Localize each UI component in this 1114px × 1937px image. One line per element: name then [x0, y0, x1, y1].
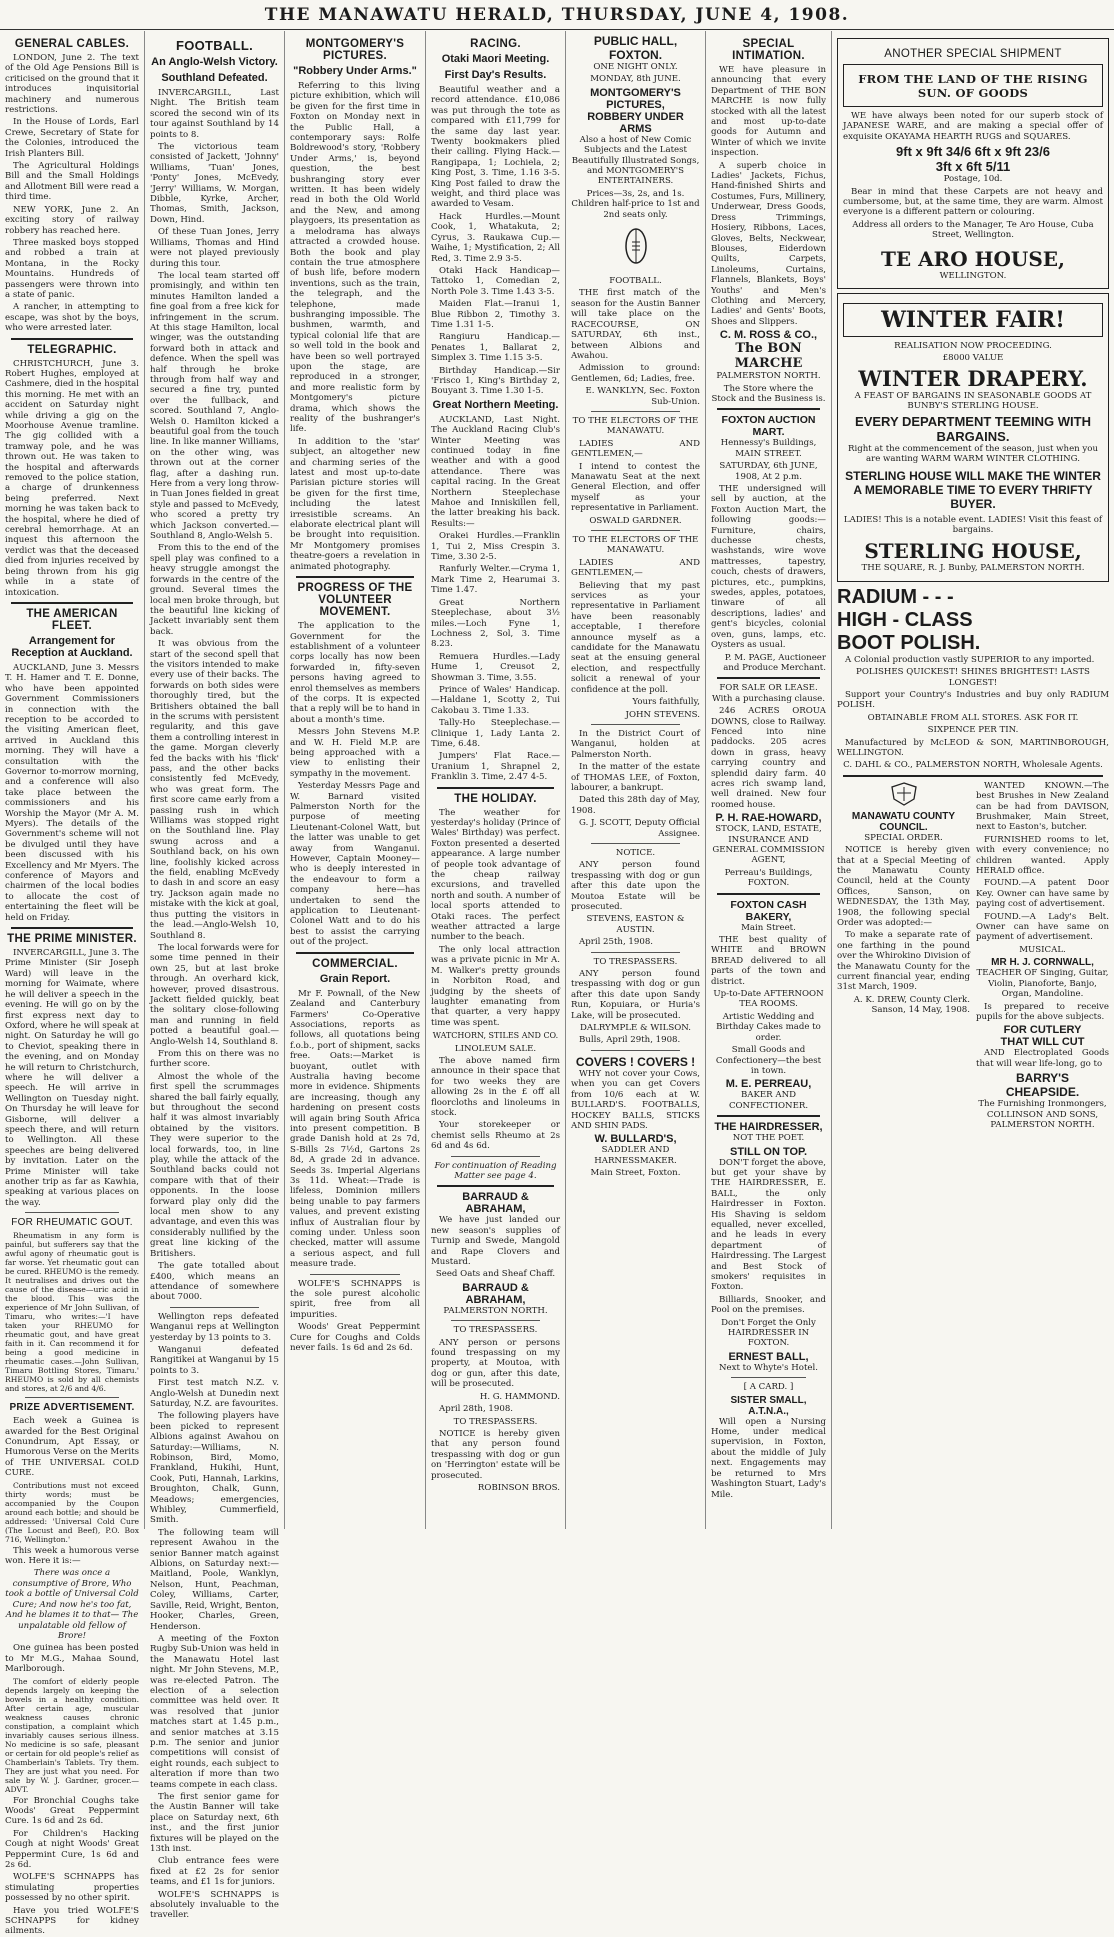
advert-heading: FOR SALE OR LEASE. With a purchasing clause. [712, 683, 825, 704]
advert-text: A superb choice in Ladies' Jackets, Fichus, Hand-finished Shirts and Costumes, Furs, Millinery, Underwear, Dress Goods, Dress Trimmings, Hosiery, Ribbons, Laces, Gloves, Belts, Neckwear, Blouses, Eiderdown Quilts, Carpets, Linoleums, Curtains, Flannels, Blankets, Boys' Youths' and Men's Clothing and Mercery, Ladies' and Gents' Boots, Shoes and Slippers. [711, 160, 826, 327]
classified-ad: FOUND.—A patent Door Key. Owner can have same by paying cost of advertisement. [976, 878, 1109, 910]
article-text: The first senior game for the Austin Banner will take place on Saturday next, 6th inst., and the first junior fixtures will be played on the 13th inst. [150, 1792, 279, 1855]
article-text: Ranfurly Welter.—Cryma 1, Mark Time 2, Hearumai 3. Time 1.47. [431, 564, 560, 596]
article-text: Messrs John Stevens M.P. and W. H. Field M.P. are being approached with a view to enlisting their sympathy in the movement. [290, 727, 420, 779]
legal-notice-text: G. J. SCOTT, Deputy Official Assignee. [579, 818, 700, 839]
article-text: In addition to the 'star' subject, an altogether new and charming series of the latest and most up-to-date Parisian picture stories will be given for the first time, including the latest irresistible screams. An elaborate electrical plant will be brought into requisition. Mr Montgomery promises theatre-goers a revelation in animated photography. [290, 436, 420, 572]
masthead [0, 0, 1114, 30]
advert-text: PALMERSTON NORTH. [443, 1305, 548, 1316]
advert-radium-title: HIGH - CLASS [837, 608, 973, 631]
advert-text: TEACHER OF Singing, Guitar, Violin, Pianoforte, Banjo, Organ, Mandoline. [976, 968, 1109, 1000]
headline-football: FOOTBALL. [175, 38, 254, 53]
advert-text: PALMERSTON NORTH. [716, 371, 821, 382]
advert-text: E. WANKLYN, Sec. Foxton Sub-Union. [585, 386, 700, 407]
divider [451, 1156, 540, 1157]
advert-barrys: BARRY'S [1015, 1071, 1070, 1086]
advert-text: Perreau's Buildings, FOXTON. [724, 867, 813, 889]
subheadline: Southland Defeated. [161, 72, 268, 84]
article-text: Great Northern Steeplechase, about 3½ miles.—Loch Fyne 1, Lochness 2, Sol, 3. Time 8.23. [431, 597, 560, 650]
advert-text: WOLFE'S SCHNAPPS is the sole purest alcoholic spirit, free from all impurities. [290, 1278, 420, 1320]
advert-name: WATCHORN, STILES AND CO. [432, 1031, 559, 1041]
divider [11, 338, 133, 340]
article-text: Wellington reps defeated Wanganui reps at Wellington yesterday by 13 points to 3. [150, 1311, 279, 1343]
advert-heading: STERLING HOUSE WILL MAKE THE WINTER A MEMORABLE TIME TO EVERY THRIFTY BUYER. [845, 468, 1101, 511]
advert-text: ANY person found trespassing with dog or gun after this date upon the Moutoa Estate will be prosecuted. [571, 860, 700, 912]
article-text: Otaki Hack Handicap—Tattoko 1, Comedian 2, North Pole 3. Time 1.43 3-5. [431, 265, 560, 297]
subheadline: An Anglo-Welsh Victory. [151, 56, 278, 68]
article-text: AUCKLAND, June 3. Messrs T. H. Hamer and T. E. Donne, who have been appointed Government Commissioners in connection with the reception to be accorded to the visiting American fleet, arrived in Auckland this morning. They will have a consultation with the Governor to-morrow morning, and a conference will also take place between the commissioners and his Worship the Mayor (Mr A. M. Myers). The details of the Government's scheme will not be divulged until they have been discussed with his Excellency and Mr Myers. The conference of Mayors and chairmen of the local bodies to allocate the cost of entertaining the fleet will be held on Friday. [5, 662, 139, 923]
advert-bullards: W. BULLARD'S, [594, 1133, 677, 1146]
article-text: The gate totalled about £400, which means an attendance of somewhere about 7000. [150, 1261, 279, 1303]
advert-text: Manufactured by McLEOD & SON, MARTINBOROUGH, WELLINGTON. [837, 737, 1109, 758]
advert-text: WE have pleasure in announcing that every Department of THE BON MARCHE is now fully stocked with all the latest and most up-to-date goods for Autumn and Winter of which we invite inspection. [711, 65, 826, 159]
divider [11, 927, 133, 929]
advert-text: Will open a Nursing Home, under medical supervision, in Foxton, about the middle of July next. Engagements may be returned to Mrs Washington Stuart, Lady's Mile. [711, 1416, 826, 1500]
article-text: The application to the Government for the establishment of a volunteer corps locally has now been forwarded in, fifty-seven persons having agreed to enrol themselves as members of the corps. It is expected that a reply will be to hand in about a month's time. [290, 621, 420, 725]
divider [717, 408, 820, 410]
advert-council: MANAWATU COUNTY COUNCIL. [851, 810, 956, 833]
advert-text: 246 ACRES OROUA DOWNS, close to Railway. Fenced into nine paddocks. 205 acres down in grass, heavy carrying country and splendid dairy farm. 40 acres rich swamp land, well drained. New four roomed house. [711, 706, 826, 810]
headline-telegraphic: TELEGRAPHIC. [27, 343, 117, 356]
advert-radium-title: RADIUM - - - [837, 585, 954, 608]
column-2 [145, 31, 285, 1921]
headline-general-cables: GENERAL CABLES. [14, 38, 130, 50]
advert-text: Support your Country's Industries and buy only RADIUM POLISH. [837, 689, 1109, 711]
advert-text: Rheumatism in any form is painful, but sufferers say that the awful agony of rheumatic gout is far worse. Yet rheumatic gout can be cured. RHEUMO is the remedy. It neutralises and drives out the cause of the disease—uric acid in the blood. This was the experience of Mr John Sullivan, of Timaru, who writes:—'I have taken your RHEUMO for rheumatic gout, and have great faith in it. Can recommend it for being a good medicine in rheumatic cases.—John Sullivan, Timaru Bottling Stores, Timaru.' RHEUMO is sold by all chemists and stores, at 2/6 and 4/6. [5, 1231, 139, 1394]
advert-barraud-abraham: BARRAUD & ABRAHAM, [462, 1191, 529, 1216]
price-line: 3ft x 6ft 5/11 [935, 159, 1011, 175]
continuation-note: For continuation of Reading Matter see page 4. [434, 1160, 557, 1181]
divider [437, 1185, 554, 1187]
advert-bon-marche: The BON MARCHE [734, 341, 803, 372]
advert-text: POLISHES QUICKEST! SHINES BRIGHTEST! LASTS LONGEST! [856, 667, 1090, 688]
article-text: The Agricultural Holdings Bill and the Small Holdings and Allotment Bill were read a third time. [5, 161, 139, 203]
divider [451, 1320, 540, 1321]
advert-text: SATURDAY, 6th JUNE, 1908, At 2 p.m. [719, 461, 818, 482]
advert-special-intimation: SPECIAL INTIMATION. [732, 38, 805, 62]
advert-text: AND Electroplated Goods that will wear life-long, go to [976, 1048, 1109, 1069]
article-text: Referring to this living picture exhibition, which will be given for the first time in Foxton on Monday next in the Public Hall, a contemporary says: Rolfe Boldrewood's story, 'Robbery Under Arms,' is, beyond question, the best bushranging story ever written. It has been widely read in both the Old World and the New, and among playgoers, its presentation as a melodrama has always attracted a crowded house. Both the book and play contain the true atmosphere of bush life, before modern inventions, such as the train, the telegraph, and the telephone, made bushranging impossible. The bushmen, warmth, and typical colonial life that are so well told in the book and have been so well portrayed upon the stage, are reproduced in a stronger, and more realistic form by Montgomery's picture drama, which shows the reality of the bushranger's life. [290, 81, 420, 435]
article-text: Orakei Hurdles.—Franklin 1, Tui 2, Miss Crespin 3. Time, 3.30 2-5. [431, 531, 560, 563]
advert-text: One guinea has been posted to Mr M.G., Mahaa Sound, Marlborough. [5, 1643, 139, 1675]
advert-inner-box [843, 64, 1103, 107]
advert-text: To make a separate rate of one farthing in the pound over the Whirokino Division of the Manawatu County for the current financial year, ending 31st March, 1909. [837, 930, 970, 993]
advert-text: THE undersigned will sell by auction, at the Foxton Auction Mart, the following goods:— Furniture, chairs, duchesse chests, washstands, wire wove mattresses, tapestry, couch, chests of drawers, pictures, etc., pumpkins, swedes, apples, potatoes, tinware of all descriptions, ladies' and gent's bicycles, colonial oven, guns, lamps, etc. Oysters as usual. [711, 484, 826, 651]
headline-american-fleet: THE AMERICAN FLEET. [26, 607, 118, 632]
advert-text: Billiards, Snooker, and Pool on the premises. [711, 1294, 826, 1316]
advert-covers: COVERS ! COVERS ! [575, 1054, 696, 1069]
advert-text: ONE NIGHT ONLY. [593, 62, 678, 72]
advert-text: Each week a Guinea is awarded for the Best Original Conundrum, Apt Essay, or Humorous Verse on the Merits of THE UNIVERSAL COLD CURE. [5, 1416, 139, 1479]
advert-text: DON'T forget the above, but get your shave by THE HAIRDRESSER, E. BALL, the only Hairdresser in Foxton. His Shaving is seldom equalled, never excelled, and he leads in every department of Hairdressing. The Largest and Best Stock of smokers' requisites in Foxton. [711, 1157, 826, 1293]
advert-text: THE best quality of WHITE and BROWN BREAD delivered to all parts of the town and district. [711, 935, 826, 987]
advert-text: SADDLER AND HARNESSMAKER. [594, 1145, 677, 1166]
article-text: Beautiful weather and a record attendance. £10,086 was put through the tote as compared with £11,799 for the same day last year. Twenty bookmakers plied their calling. Flying Hack.—Rangipapa, 1; Lochiela, 2; King Post, 3. Time, 1.16 3-5. King Post failed to draw the weight, and third place was awarded to Vesam. [431, 85, 560, 210]
divider [591, 1050, 680, 1051]
advert-heading: TO TRESPASSERS. [453, 1416, 538, 1427]
advert-text: LADIES! This is a notable event. LADIES! Visit this feast of bargains. [843, 514, 1103, 535]
divider [731, 1377, 806, 1378]
advert-text: Your storekeeper or chemist sells Rheumo at 2s 6d and 4s 6d. [431, 1120, 560, 1152]
advert-te-aro-house [837, 38, 1109, 289]
article-text: The victorious team consisted of Jackett, 'Johnny' Williams, 'Tuan' Jones, 'Ponty' Jones, McEvedy, 'Jerry' Williams, W. Morgan, Dibble, Kyrke, Archer, Thomas, Smith, Jackson, Down, Hind. [150, 142, 279, 225]
article-text: It was obvious from the start of the second spell that the visitors intended to make every use of their backs. The forwards on both sides were thoroughly tired, but the Britishers obtained the ball in the scrums with persistent regularity, and this gave them a controlling interest in the game. Morgan cleverly fed the backs with his 'flick' pass, and the other backs consistently fed McEvedy, who was great form. The first score came early from a passing rush in which Williams was stopped right on the Southland line. Play swung across and a Southland back, on his own line, foolishly kicked across the field, enabling McEvedy to dash in and score an easy try. Jackson again made no mistake with the kick at goal, thus putting the visitors in the lead.—Anglo-Welsh 10, Southland 8. [150, 639, 279, 941]
advert-public-hall: PUBLIC HALL, FOXTON. [593, 34, 678, 62]
column-3 [285, 31, 426, 1529]
divider [717, 677, 820, 679]
divider [843, 775, 1103, 777]
advert-text: Next to Whyte's Hotel. [719, 1362, 818, 1373]
advert-text: Main Street. [741, 922, 796, 933]
subheadline: First Day's Results. [444, 69, 547, 81]
advert-text: Right at the commencement of the season, just when you are wanting WARM WARM WINTER CLOTHING. [847, 443, 1098, 465]
advert-text: Yours faithfully, [632, 697, 700, 708]
article-text: Almost the whole of the first spell the scrummages shared the ball fairly equally, but throughout the second half it was almost invariably obtained by the visitors. They were superior to the local forwards, too, in line play, while the attack of the Southland backs could not compare with that of their opponents. In the loose forward play only did the local men show to any advantage, and even this was considerably nullified by the great line kicking of the Britishers. [150, 1071, 279, 1259]
advert-signature: P. M. PAGE, Auctioneer and Produce Merchant. [723, 652, 826, 673]
advert-heading: STILL ON TOP. [729, 1145, 808, 1158]
advert-text: Also a host of New Comic Subjects and the Latest Beautifully Illustrated Songs, and MONTGOMERY'S ENTERTAINERS. [571, 134, 700, 187]
advert-text: ANY person found trespassing with dog or gun after this date upon Sandy Run, Kopuiara, or Huria's Lake, will be prosecuted. [571, 969, 700, 1021]
subheadline: Otaki Maori Meeting. [441, 53, 550, 65]
advert-winter-drapery: WINTER DRAPERY. [858, 365, 1088, 391]
divider [296, 576, 414, 578]
advert-sterling-house-title: STERLING HOUSE, [864, 539, 1082, 564]
article-text: INVERCARGILL, Last Night. The British team scored the second win of its tour against Southland by 14 points to 8. [150, 88, 279, 140]
article-text: Tally-Ho Steeplechase.—Clinique 1, Lady Lanta 2. Time, 6.48. [431, 718, 560, 749]
advert-text: Prices—3s, 2s, and 1s. Children half-price to 1st and 2nd seats only. [571, 188, 700, 220]
advert-text: OBTAINABLE FROM ALL STORES. ASK FOR IT. [867, 712, 1079, 723]
advert-text: For Children's Hacking Cough at night Woods' Great Peppermint Cure, 1s 6d and 2s 6d. [5, 1828, 139, 1870]
advert-heading: C. M. ROSS & CO., [719, 329, 818, 342]
article-text: Hack Hurdles.—Mount Cook, 1, Whatakuta, 2; Cyrus, 3. Raukawa Cup.—Waihe, 1; Mystification, 2; All Red, 3. Time 2.9 3-5. [431, 211, 560, 264]
newspaper-title: THE MANAWATU HERALD, THURSDAY, JUNE 4, 1908. [264, 5, 850, 25]
advert-text: LADIES AND GENTLEMEN,— [571, 438, 700, 460]
divider [11, 602, 133, 604]
advert-text: Up-to-Date AFTERNOON TEA ROOMS. [713, 989, 824, 1010]
subheadline: Arrangement for Reception at Auckland. [11, 634, 133, 659]
headline-holiday: THE HOLIDAY. [454, 792, 537, 805]
bottom-split [837, 781, 1109, 1133]
advert-sister-small: SISTER SMALL, A.T.N.A., [730, 1394, 807, 1417]
advert-text: A Colonial production vastly SUPERIOR to any imported. [845, 654, 1095, 665]
divider [717, 893, 820, 895]
subheadline: Great Northern Meeting. [432, 398, 559, 411]
advert-heading: ROBBERY UNDER ARMS [587, 110, 684, 135]
article-text: The local forwards were for some time penned in their own 25, but at last broke through. An overhard kick, however, proved disastrous. Jackett fielded quickly, beat the solitary close-following man and running in field potted a beautiful goal.—Anglo-Welsh 14, Southland 8. [150, 942, 279, 1047]
classified-ad: FURNISHED rooms to let, with every convenience; no children wanted. Apply HERALD office. [976, 834, 1109, 877]
advert-text: ROBINSON BROS. [477, 1482, 560, 1493]
advert-text: NOT THE POET. [732, 1133, 805, 1144]
column-5 [566, 31, 706, 1529]
divider [591, 530, 680, 531]
article-text: Yesterday Messrs Page and W. Barnard visited Palmerston North for the purpose of meeting Lieutenant-Colonel Watt, but the latter was unable to get away from Wanganui. However, Captain Mooney—who is deeply interested in the endeavour to form a company here—has undertaken to send the application to Lieutenant-Colonel Watt and to do his best to assist the carrying out of the project. [290, 781, 420, 948]
advert-text: THE SQUARE, R. J. Bunby, PALMERSTON NORTH. [861, 563, 1085, 574]
legal-notice-text: In the District Court of Wanganui, holden at Palmerston North. [571, 728, 700, 760]
advert-text: The comfort of elderly people depends largely on keeping the bowels in a healthy condition. After certain age, muscular weakness causes chronic constipation, a complaint which invariably causes serious illness. No medicine is so safe, pleasant or certain for old people's relief as Chamberlain's Tablets. Try them. They are just what you need. For sale by W. J. Gardner, grocer.—ADVT. [5, 1676, 139, 1794]
advert-text: Admission to ground: Gentlemen, 6d; Ladies, free. [571, 363, 700, 384]
article-text: Rangiuru Handicap.—Penates 1, Ballarat 2, Simplex 3. Time 1.15 3-5. [431, 332, 560, 364]
divider [25, 1397, 119, 1398]
advert-heading: MUSICAL. [1019, 944, 1066, 955]
advert-sterling-house [837, 293, 1109, 582]
article-text: Wanganui defeated Rangitikei at Wanganui by 15 points to 3. [150, 1344, 279, 1376]
advert-heading: NOTICE. [615, 847, 656, 858]
advert-cheapside: CHEAPSIDE. [1005, 1085, 1080, 1100]
article-text: NEW YORK, June 2. An exciting story of railway robbery has reached here. [5, 204, 139, 236]
advert-heading: FROM THE LAND OF THE RISING SUN. OF GOODS [858, 72, 1088, 100]
advert-text: SPECIAL ORDER. [864, 832, 943, 843]
divider [296, 952, 414, 954]
advert-text: This week a humorous verse won. Here it is:— [5, 1545, 139, 1567]
article-text: Birthday Handicap.—Sir 'Frisco 1, King's Birthday 2, Bouyant 3. Time 1.30 1-5. [431, 365, 560, 397]
advert-auction-mart: FOXTON AUCTION MART. [721, 414, 816, 439]
article-text: Club entrance fees were fixed at £2 2s for senior teams, and £1 1s for juniors. [150, 1856, 279, 1888]
article-text: In the House of Lords, Earl Crewe, Secretary of State for the Colonies, introduced the Irish Planters Bill. [5, 117, 139, 159]
classifieds-column [976, 781, 1109, 1133]
advert-hairdresser: THE HAIRDRESSER, [714, 1121, 823, 1134]
advert-text: WHY not cover your Cows, when you can get Covers from 10/6 each at W. BULLARD'S. FOOTBALLS, HOCKEY BALLS, STICKS AND SHIN PADS. [571, 1068, 700, 1131]
advert-text: NOTICE is hereby given that any person found trespassing with dog or gun on 'Herrington' estate will be prosecuted. [431, 1428, 560, 1481]
football-icon [571, 226, 700, 270]
advert-text: H. G. HAMMOND. [479, 1391, 560, 1402]
article-text: Prince of Wales' Handicap.—Haldane 1, Scotty 2, Tui Cakobau 3. Time 1.33. [431, 684, 560, 716]
advert-signature: A. K. DREW, County Clerk. Sanson, 14 May, 1908. [853, 994, 970, 1016]
classified-ad: FOUND.—A Lady's Belt. Owner can have same on payment of advertisement. [976, 911, 1109, 943]
advert-signature: STEVENS, EASTON & AUSTIN. [586, 914, 685, 935]
advert-text: MONDAY, 8th JUNE. [590, 74, 681, 85]
advert-text: Contributions must not exceed thirty words; must be accompanied by the Coupon around each bottle; and should be addressed: 'Universal Cold Cure (The Locust and Beef), P.O. Box 716, Wellington.' [5, 1480, 139, 1544]
advert-heading: LINOLEUM SALE. [454, 1043, 537, 1054]
advert-barraud-abraham: BARRAUD & ABRAHAM, [462, 1281, 529, 1306]
advert-radium-title: BOOT POLISH. [837, 631, 981, 654]
advert-text: I intend to contest the Manawatu Seat at the next General Election, and offer myself as your representative in Parliament. [571, 461, 700, 514]
advert-text: Small Goods and Confectionery—the best in town. [715, 1045, 822, 1076]
column-7 [832, 31, 1114, 1529]
article-text: Of these Tuan Jones, Jerry Williams, Thomas and Hind were not played previously during this tour. [150, 227, 279, 269]
legal-notice-text: In the matter of the estate of THOMAS LEE, of Foxton, labourer, a bankrupt. [571, 762, 700, 793]
advert-heading: M. E. PERREAU, [725, 1078, 812, 1091]
advert-text: Hennessy's Buildings, MAIN STREET. [720, 438, 817, 459]
advert-heading: ERNEST BALL, [728, 1350, 809, 1363]
advert-heading: MONTGOMERY'S PICTURES, [590, 86, 681, 111]
article-text: WOLFE'S SCHNAPPS is absolutely invaluable to the traveller. [150, 1889, 279, 1921]
verse: There was once a consumptive of Brore, Who took a bottle of Universal Cold Cure; And now he's too fat, And he blames it to that— The unpalatable old fellow of Brore! [5, 1568, 139, 1641]
article-text: The local team started off promisingly, and within ten minutes Hamilton landed a fine goal from a free kick for infringement in the scrum. At this stage Hamilton, local winger, was the outstanding forward both in attack and defence. When the spell was half through he broke through from half way and secured a fine try, punted over the fullback, and scored. Southland 7, Anglo-Welsh 0. Hamilton kicked a beautiful goal from the touch line. In like manner Williams, on the other wing, was thrown out at the corner flag, after a dashing run. Here from a very long throw-in Tuan Jones fielded in great style and passed to McEvedy, who scored a pretty try which Jackson converted.—Southland 8, Anglo-Welsh 5. [150, 270, 279, 542]
advert-rae-howard: P. H. RAE-HOWARD, [715, 812, 822, 825]
advert-signature: JOHN STEVENS. [625, 709, 700, 720]
advert-text: Bear in mind that these Carpets are not heavy and cumbersome, but, at the same time, they are warm. Almost everyone is a different pattern or colouring. [843, 186, 1103, 218]
advert-text: [ A CARD. ] [743, 1382, 794, 1393]
article-text: Mr F. Pownall, of the New Zealand and Canterbury Farmers' Co-Operative Associations, reports as follows, all quotations being f.o.b., port of shipment, sacks free. Oats:—Market is buoyant, outlet with Australia having become more in evidence. Shipments are increasing, though any hardening on present costs will again bring South Africa into present competition. B grade Danish hold at 2s 7d, S-Bills 2s 7½d, Gartons 2s 8d, A grade 2d in advance. Seeds 3s. Imperial Algerians 3s 11d. Wheat:—Trade is lifeless, Dominion millers being unable to pay farmers values, and prevent existing influx of Australian flour by coming under. Unless soon checked, matter will assume a serious aspect, and full measure trade. [290, 988, 420, 1270]
article-text: From this to the end of the spell play was confined to a heavy struggle amongst the forwards in the centre of the ground. Several times the local men broke through, but the beautiful line kicking of Jackett invariably sent them back. [150, 543, 279, 637]
headline-commercial: COMMERCIAL. [312, 957, 398, 970]
article-text: The following players have been picked to represent Albions against Awahou on Saturday:—Williams, N. Robinson, Bird, Momo, Frankland, Hukihi, Hunt, Cook, Puti, Hannah, Larkins, Broughton, Chalk, Gunn, Meadows; emergencies, Whibley, Cummerfield, Smith. [150, 1411, 279, 1526]
advert-text: WOLFE'S SCHNAPPS has stimulating properties possessed by no other spirit. [5, 1872, 139, 1904]
advert-inner-box [843, 303, 1103, 337]
advert-text: NOTICE is hereby given that at a Special Meeting of the Manawatu County Council, held at the County Offices, Sanson, on WEDNESDAY, the 13th May, 1908, the following special Order was adopted:— [837, 845, 970, 929]
advert-text: Believing that my past services as your representative in Parliament have been reasonably acceptable, I therefore announce myself as a candidate for the Manawatu seat at the ensuing general election, and respectfully solicit a renewal of your confidence at the poll. [571, 580, 700, 695]
advert-signature: OSWALD GARDNER. [589, 515, 682, 526]
advert-text: The Store where the Stock and the Business is. [711, 383, 826, 404]
divider [591, 724, 680, 725]
advert-text: C. DAHL & CO., PALMERSTON NORTH, Wholesale Agents. [843, 760, 1103, 771]
divider [25, 1212, 119, 1213]
article-text: LONDON, June 2. The text of the Old Age Pensions Bill is criticised on the ground that it introduces inquisitorial machinery and numerous restrictions. [5, 53, 139, 116]
classified-ad: WANTED KNOWN.—The best Brushes in New Zealand can be had from DAVISON, Brushmaker, Main Street, next to Easton's, butcher. [976, 780, 1109, 833]
advert-heading: THAT WILL CUT [1000, 1036, 1085, 1049]
column-4 [426, 31, 566, 1529]
advert-text: SIXPENCE PER TIN. [927, 725, 1019, 736]
article-text: Jumpers' Flat Race.—Uranium 1, Shrapnel 2, Franklin 3. Time, 2.47 4-5. [431, 751, 560, 783]
advert-text: STOCK, LAND, ESTATE, INSURANCE AND GENERAL COMMISSION AGENT, [712, 824, 825, 866]
legal-notice-text: Dated this 28th day of May, 1908. [571, 795, 700, 816]
divider [591, 843, 680, 844]
advert-signature: DALRYMPLE & WILSON. [580, 1023, 691, 1034]
article-text: The only local attraction was a private picnic in Mr A. M. Walker's pretty grounds in Norbiton Road, and judging by the sheets of laughter emanating from that quarter, a very happy time was spent. [431, 944, 560, 1028]
divider [717, 1115, 820, 1117]
advert-text: Is prepared to receive pupils for the above subjects. [976, 1001, 1109, 1022]
advert-text: Seed Oats and Sheaf Chaff. [435, 1269, 556, 1280]
article-text: Three masked boys stopped and robbed a train at Montana, in the Rocky Mountains. Hundreds of passengers were thrown into a state of panic. [5, 237, 139, 300]
column-6 [706, 31, 832, 1529]
headline-prize-advertisement: PRIZE ADVERTISEMENT. [9, 1402, 135, 1414]
advert-text: We have just landed our new season's supplies of Turnip and Swede, Mangold and Rape Clovers and Mustard. [431, 1215, 560, 1268]
article-text: A meeting of the Foxton Rugby Sub-Union was held in the Manawatu Hotel last night. Mr John Stevens, M.P., was re-elected Patron. The election of a selection committee was held over. It was resolved that junior matches start at 1.45 p.m., and senior matches at 3.15 p.m. The senior and junior competitions will consist of eight rounds, each subject to alteration if more than two teams compete in each class. [150, 1633, 279, 1790]
article-text: The weather for yesterday's holiday (Prince of Wales' Birthday) was perfect. Foxton presented a deserted appearance. A large number of people took advantage of the cheap railway excursions, and travelled north and south. A number of local sports attended to Otaki races. The perfect weather attracted a large number to the beach. [431, 807, 560, 943]
advert-heading: ANOTHER SPECIAL SHIPMENT [884, 48, 1062, 60]
advert-text: Bulls, April 29th, 1908. [579, 1035, 681, 1046]
advert-heading: EVERY DEPARTMENT TEEMING WITH BARGAINS. [855, 413, 1091, 444]
article-text: INVERCARGILL, June 3. The Prime Minister (Sir Joseph Ward) will leave in the morning for Waimate, where he will deliver a speech in the evening. He will go on by the first express next day to Oxford, where he will speak at night. On Saturday he will go to Cheviot, speaking there in the evening, and on Monday he will return to Christchurch, where he will deliver a speech. He will arrive in Wellington on Tuesday night. On Thursday he will leave for Gisborne, will deliver a speech there, and will return to Wellington. All these speeches are being delivered by invitation. Later on the Prime Minister will take another trip as far as Kawhia, speaking at various places on the way. [5, 948, 139, 1208]
advert-heading: TO TRESPASSERS. [593, 956, 678, 967]
advert-cornwall: MR H. J. CORNWALL, [991, 957, 1094, 969]
advert-cutlery: FOR CUTLERY [1003, 1024, 1082, 1037]
article-text: Remuera Hurdles.—Lady Hume 1, Creusot 2, Showman 3. Time, 3.55. [431, 651, 560, 683]
advert-text: The above named firm announce in their space that for two weeks they are allowing 2s in the £ off all floorcloths and linoleums in stock. [431, 1055, 560, 1118]
advert-text: Have you tried WOLFE'S SCHNAPPS for kidney ailments. [5, 1905, 139, 1937]
divider [591, 952, 680, 953]
subheadline: "Robbery Under Arms." [293, 65, 417, 77]
advert-te-aro-title: TE ARO HOUSE, [880, 246, 1066, 271]
article-text: AUCKLAND, Last Night. The Auckland Racing Club's Winter Meeting was continued today in fine weather and with a good attendance. There was capital racing. In the Great Northern Steeplechase Mahoe and Inniskillen fell, the latter breaking his back. Results:— [431, 414, 560, 529]
headline-racing: RACING. [470, 38, 521, 50]
divider [170, 1307, 259, 1308]
advert-text: Don't Forget the Only HAIRDRESSER IN FOXTON. [721, 1317, 816, 1349]
advert-text: REALISATION NOW PROCEEDING. [894, 341, 1052, 352]
divider [437, 787, 554, 789]
column-1 [0, 31, 145, 1937]
headline-montgomerys-pictures: MONTGOMERY'S PICTURES. [305, 38, 405, 62]
headline-prime-minister: THE PRIME MINISTER. [7, 933, 137, 946]
price-line: 9ft x 9ft 34/6 6ft x 9ft 23/6 [896, 144, 1050, 160]
advert-text: Postage, 10d. [943, 174, 1003, 185]
advert-heading: TO THE ELECTORS OF THE MANAWATU. [572, 535, 699, 556]
advert-winter-fair: WINTER FAIR! [881, 307, 1065, 334]
advert-text: WE have always been noted for our superb stock of JAPANESE WARE, and are making a special offer of exquisite OKAYAMA HEARTH RUGS and SQUARES. [843, 111, 1103, 142]
article-text: The following team will represent Awahou in the senior Banner match against Albions, on Saturday next:— Maitland, Poole, Wanklyn, Nelson, Hunt, Peachman, Coley, Williams, Carter, Saville, Reid, Wright, Benton, Hooker, Charles, Green, Henderson. [150, 1527, 280, 1632]
advert-text: Artistic Wedding and Birthday Cakes made to order. [716, 1011, 821, 1043]
advert-text: For Bronchial Coughs take Woods' Great Peppermint Cure. 1s 6d and 2s 6d. [5, 1795, 139, 1827]
divider [310, 1274, 400, 1275]
coat-of-arms-icon [837, 781, 970, 811]
advert-heading: TO TRESPASSERS. [453, 1325, 538, 1336]
divider [591, 411, 680, 412]
advert-text: £8000 VALUE [942, 353, 1004, 364]
advert-text: The Furnishing Ironmongers, COLLINSON AND SONS, PALMERSTON NORTH. [978, 1099, 1107, 1130]
advert-cash-bakery: FOXTON CASH BAKERY, [730, 898, 807, 923]
advert-text: WELLINGTON. [939, 270, 1007, 281]
subheadline: Grain Report. [319, 972, 391, 985]
advert-text: LADIES AND GENTLEMEN,— [571, 557, 700, 579]
advert-text: April 25th, 1908. [579, 937, 654, 948]
article-text: A rancher, in attempting to escape, was shot by the boys, who were arrested later. [5, 302, 139, 334]
headline-rheumatic-gout: FOR RHEUMATIC GOUT. [11, 1217, 133, 1229]
advert-text: ANY person or persons found trespassing on my property, at Moutoa, with dog or gun, after this date, will be prosecuted. [431, 1337, 560, 1390]
advert-heading: TO THE ELECTORS OF THE MANAWATU. [572, 415, 699, 437]
advert-text: THE first match of the season for the Austin Banner will take place on the RACECOURSE, ON SATURDAY, 6th inst., between Albions and Awahou. [571, 288, 700, 361]
headline-volunteer-movement: PROGRESS OF THE VOLUNTEER MOVEMENT. [297, 582, 413, 619]
advert-text: A FEAST OF BARGAINS IN SEASONABLE GOODS AT BUNBY'S STERLING HOUSE. [854, 390, 1092, 412]
advert-text: BAKER AND CONFECTIONER. [728, 1090, 809, 1111]
article-text: From this on there was no further score. [150, 1048, 279, 1070]
advert-text: Main Street, Foxton. [590, 1168, 681, 1179]
article-text: CHRISTCHURCH, June 3. Robert Hughes, employed at Cashmere, died in the hospital this morning. He met with an accident on Saturday night while driving a gig on the Moorhouse Avenue tramline. The gig collided with a tramway pole, and he was thrown out. He was taken to the hospital and afterwards removed to the police station, a charge of drunkenness being preferred. Next morning he was taken back to the hospital, where he died of cerebral hemorrhage. At an inquest this afternoon the verdict was that the deceased died from injuries received by being thrown from his gig while in a state of intoxication. [5, 358, 139, 598]
article-text: First test match N.Z. v. Anglo-Welsh at Dunedin next Saturday, N.Z. are favourites. [150, 1378, 279, 1409]
advert-text: Woods' Great Peppermint Cure for Coughs and Colds never fails. 1s 6d and 2s 6d. [290, 1322, 420, 1354]
advert-text: Address all orders to the Manager, Te Aro House, Cuba Street, Wellington. [852, 219, 1094, 241]
advert-heading: FOOTBALL. [609, 276, 662, 287]
advert-radium-polish [837, 586, 1109, 771]
article-text: Maiden Flat.—Iranui 1, Blue Ribbon 2, Timothy 3. Time 1.31 1-5. [431, 299, 560, 330]
advert-text: April 28th, 1908. [439, 1404, 514, 1415]
council-column [837, 781, 970, 1133]
